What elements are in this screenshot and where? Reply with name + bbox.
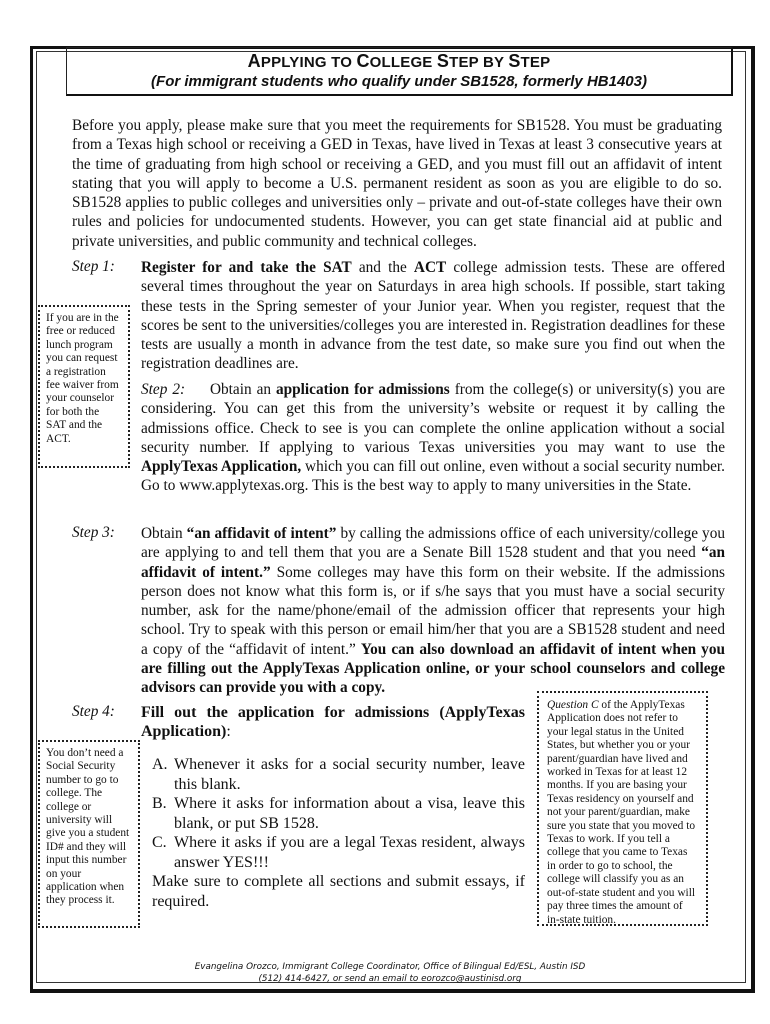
step2-text [141, 380, 725, 496]
list-letter: C. [152, 834, 167, 851]
list-item [152, 755, 525, 794]
step3-text [141, 524, 725, 698]
step3-t2: Some colleges may have this form on their website. If the admissions person does not know what this form is, or if s/he says that you must have a social security number, ask for the name/phone/email of the admission officer that represents your high school. Try to speak with this person or email him/her that you are a SB1528 student and need a copy of the “affidavit of intent.” [141, 563, 726, 658]
step4-list [152, 755, 525, 911]
sidebox-fee-waiver: If you are in the free or reduced lunch program you can request a registration fee waiver from your counselor for both the SAT and the ACT. [38, 305, 130, 468]
step3-bold3: You can also download an affidavit of intent when you are filling out the ApplyTexas Application online, or your school counselors and college advisors can provide you with a copy. [141, 640, 725, 697]
list-item [152, 794, 525, 833]
list-letter: B. [152, 795, 167, 812]
list-letter: A. [152, 756, 168, 773]
page-title: APPLYING TO COLLEGE STEP BY STEP [247, 51, 551, 71]
step2-t1: from the college(s) or university(s) you are considering. You can get this from the university’s website or request it by calling the admissions office. Check to see is you can complete the online application without a social security number. If applying to various Texas universities you may want to use the [141, 381, 725, 456]
step2-t2: which you can fill out online, even without a social security number. Go to www.applytexas.org. This is the best way to apply to many universities in the State. [141, 458, 725, 495]
step3-bold1: “an affidavit of intent” [186, 525, 337, 542]
sidebox-question-c [537, 691, 708, 926]
step3-t1: by calling the admissions office of each university/college you are applying to and tell them that you are a Senate Bill 1528 student and that you need [141, 525, 725, 562]
step1-text [141, 258, 725, 374]
footer-line1: Evangelina Orozco, Immigrant College Coordinator, Office of Bilingual Ed/ESL, Austin ISD [194, 962, 586, 972]
step1-label: Step 1: [72, 258, 115, 275]
list-text: Whenever it asks for a social security number, leave this blank. [174, 756, 525, 793]
step3-bold2: “an affidavit of intent.” [141, 544, 725, 581]
page-subtitle: (For immigrant students who qualify under SB1528, formerly HB1403) [151, 73, 647, 90]
step3-label: Step 3: [72, 524, 115, 541]
list-text: Where it asks if you are a legal Texas resident, always answer YES!!! [174, 834, 525, 871]
step2-t0: Obtain an [209, 381, 276, 398]
step1-t1: and the [351, 259, 414, 276]
step1-act: ACT [413, 259, 447, 276]
intro-paragraph: Before you apply, please make sure that you meet the requirements for SB1528. You must be graduating from a Texas high school or receiving a GED in Texas, have lived in Texas at least 3 consecutive years at the time of graduating from high school or receiving a GED, and you must fill out an affidavit of intent stating that you will apply to become a U.S. permanent resident as soon as you are eligible to do so. SB1528 applies to public colleges and universities only – private and out-of-state colleges have their own rules and policies for undocumented students. However, you can get state financial aid at public and private universities, and public community and technical colleges. [72, 117, 722, 250]
step2-bold1: application for admissions [276, 381, 450, 398]
step3-t0: Obtain [141, 525, 187, 542]
sidebox-ssn: You don’t need a Social Security number to go to college. The college or university will give you a student ID# and they will input this number on your application when they process it. [38, 740, 140, 928]
footer-contact: (512) 414-6427, or send an email to eorozco@austinisd.org [258, 974, 522, 984]
question-c: Question C [547, 699, 599, 711]
step4-colon: : [226, 723, 231, 741]
title-box [66, 47, 733, 96]
step4-label: Step 4: [72, 703, 115, 720]
step1-bold: Register for and take the SAT [141, 259, 352, 276]
step1-t2: college admission tests. These are offered several times throughout the year on Saturdays in area high schools. If possible, start taking these tests in the Spring semester of your Junior year. When you register, request that the scores be sent to the universities/colleges you are interested in. Registration deadlines for these tests are usually a month in advance from the test date, so make sure you find out when the registration deadlines are. [141, 259, 725, 373]
step4-heading [141, 703, 525, 742]
step4-heading-text: Fill out the application for admissions (ApplyTexas Application) [141, 704, 525, 741]
step4-closing: Make sure to complete all sections and submit essays, if required. [152, 873, 525, 910]
step2-label: Step 2: [141, 381, 186, 398]
question-c-text: of the ApplyTexas Application does not refer to your legal status in the United States, but whether you or your parent/guardian have lived and worked in Texas for at least 12 months. If you are basing your Texas residency on yourself and not your parent/guardian, make sure you state that you moved to Texas to work. If you tell a college that you came to Texas in order to go to school, the college will classify you as an out-of-state student and you will pay three times the amount of in-state tuition. [547, 699, 696, 926]
list-text: Where it asks for information about a visa, leave this blank, or put SB 1528. [174, 795, 525, 832]
list-item [152, 833, 525, 872]
step2-bold2: ApplyTexas Application, [141, 458, 302, 476]
footer [150, 961, 630, 985]
